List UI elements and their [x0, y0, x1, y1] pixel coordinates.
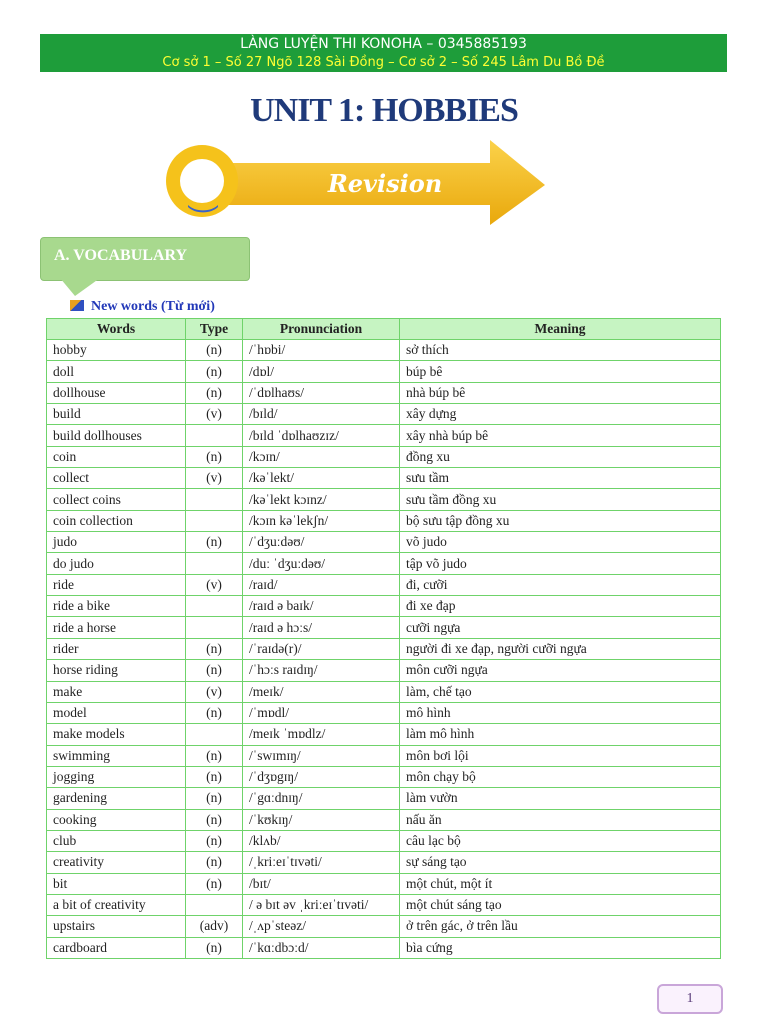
cell-word: jogging: [47, 766, 186, 787]
cell-word: cooking: [47, 809, 186, 830]
page-number: 1: [657, 984, 723, 1014]
cell-pronunciation: /kəˈlekt kɔɪnz/: [243, 489, 400, 510]
table-row: [47, 894, 721, 915]
cell-meaning: cưỡi ngựa: [400, 617, 721, 638]
cell-word: coin collection: [47, 510, 186, 531]
table-row: [47, 873, 721, 894]
cell-word: upstairs: [47, 916, 186, 937]
cell-pronunciation: /ˈhɔːs raɪdɪŋ/: [243, 660, 400, 681]
cell-type: (n): [186, 873, 243, 894]
cell-type: (n): [186, 638, 243, 659]
table-row: [47, 809, 721, 830]
cell-type: (n): [186, 660, 243, 681]
table-row: [47, 852, 721, 873]
cell-pronunciation: /kɔɪn/: [243, 446, 400, 467]
cell-type: (n): [186, 340, 243, 361]
cell-meaning: làm vườn: [400, 788, 721, 809]
cell-meaning: tập võ judo: [400, 553, 721, 574]
cell-type: (n): [186, 702, 243, 723]
cell-pronunciation: /meɪk ˈmɒdlz/: [243, 724, 400, 745]
cell-word: horse riding: [47, 660, 186, 681]
header-line-1: LÀNG LUYỆN THI KONOHA – 0345885193: [240, 36, 527, 52]
table-row: [47, 489, 721, 510]
cell-meaning: búp bê: [400, 361, 721, 382]
cell-type: (n): [186, 745, 243, 766]
cell-pronunciation: /ˈdʒuːdəʊ/: [243, 532, 400, 553]
table-row: [47, 937, 721, 958]
cell-meaning: đi xe đạp: [400, 596, 721, 617]
cell-meaning: sưu tầm đồng xu: [400, 489, 721, 510]
cell-pronunciation: /dɒl/: [243, 361, 400, 382]
table-row: [47, 596, 721, 617]
cell-word: model: [47, 702, 186, 723]
cell-type: [186, 489, 243, 510]
cell-meaning: một chút sáng tạo: [400, 894, 721, 915]
cell-word: doll: [47, 361, 186, 382]
cell-type: [186, 617, 243, 638]
revision-arrow-graphic: [160, 135, 550, 230]
cell-type: [186, 724, 243, 745]
cell-meaning: câu lạc bộ: [400, 830, 721, 851]
table-row: [47, 617, 721, 638]
header-meaning: Meaning: [400, 319, 721, 340]
cell-type: (v): [186, 574, 243, 595]
cell-meaning: bìa cứng: [400, 937, 721, 958]
bullet-icon: [70, 300, 84, 311]
cell-pronunciation: /bɪld ˈdɒlhaʊzɪz/: [243, 425, 400, 446]
cell-meaning: làm mô hình: [400, 724, 721, 745]
table-row: [47, 916, 721, 937]
cell-meaning: nhà búp bê: [400, 382, 721, 403]
table-row: [47, 660, 721, 681]
cell-type: (n): [186, 809, 243, 830]
cell-pronunciation: /meɪk/: [243, 681, 400, 702]
section-heading: A. VOCABULARY: [54, 247, 188, 264]
cell-pronunciation: /kəˈlekt/: [243, 468, 400, 489]
table-row: [47, 724, 721, 745]
header-banner: [40, 34, 727, 72]
cell-word: ride a bike: [47, 596, 186, 617]
cell-word: cardboard: [47, 937, 186, 958]
page-title: UNIT 1: HOBBIES: [250, 92, 518, 129]
cell-pronunciation: /kɔɪn kəˈlekʃn/: [243, 510, 400, 531]
cell-type: (v): [186, 404, 243, 425]
cell-meaning: người đi xe đạp, người cưỡi ngựa: [400, 638, 721, 659]
cell-type: (adv): [186, 916, 243, 937]
cell-meaning: xây nhà búp bê: [400, 425, 721, 446]
table-row: [47, 425, 721, 446]
cell-type: [186, 596, 243, 617]
cell-type: (v): [186, 681, 243, 702]
cell-type: [186, 553, 243, 574]
cell-pronunciation: /ˈgɑːdnɪŋ/: [243, 788, 400, 809]
cell-meaning: bộ sưu tập đồng xu: [400, 510, 721, 531]
cell-pronunciation: / ə bɪt əv ˌkriːeɪˈtɪvəti/: [243, 894, 400, 915]
cell-word: coin: [47, 446, 186, 467]
cell-type: (n): [186, 852, 243, 873]
cell-word: do judo: [47, 553, 186, 574]
table-row: [47, 766, 721, 787]
cell-type: (n): [186, 532, 243, 553]
cell-pronunciation: /ˈswɪmɪŋ/: [243, 745, 400, 766]
cell-pronunciation: /ˈraɪdə(r)/: [243, 638, 400, 659]
cell-meaning: nấu ăn: [400, 809, 721, 830]
cell-meaning: môn cưỡi ngựa: [400, 660, 721, 681]
cell-type: (n): [186, 361, 243, 382]
cell-pronunciation: /klʌb/: [243, 830, 400, 851]
table-header-row: [47, 319, 721, 340]
cell-meaning: môn chạy bộ: [400, 766, 721, 787]
table-row: [47, 574, 721, 595]
cell-meaning: đi, cưỡi: [400, 574, 721, 595]
cell-type: (n): [186, 382, 243, 403]
cell-word: creativity: [47, 852, 186, 873]
cell-meaning: sở thích: [400, 340, 721, 361]
cell-meaning: xây dựng: [400, 404, 721, 425]
cell-type: [186, 894, 243, 915]
new-words-subheading: [70, 299, 215, 315]
table-row: [47, 532, 721, 553]
cell-word: dollhouse: [47, 382, 186, 403]
cell-type: (n): [186, 937, 243, 958]
header-line-2: Cơ sở 1 – Số 27 Ngõ 128 Sài Đồng – Cơ sở 2 – Số 245 Lâm Du Bồ Đề: [162, 55, 605, 70]
table-row: [47, 553, 721, 574]
header-pronunciation: Pronunciation: [243, 319, 400, 340]
cell-meaning: mô hình: [400, 702, 721, 723]
cell-type: (n): [186, 788, 243, 809]
cell-word: bit: [47, 873, 186, 894]
cell-word: build dollhouses: [47, 425, 186, 446]
cell-pronunciation: /bɪt/: [243, 873, 400, 894]
callout-tail: [60, 278, 100, 296]
table-row: [47, 382, 721, 403]
cell-pronunciation: /raɪd ə hɔːs/: [243, 617, 400, 638]
cell-type: [186, 510, 243, 531]
cell-type: (n): [186, 766, 243, 787]
cell-word: make models: [47, 724, 186, 745]
table-row: [47, 788, 721, 809]
cell-pronunciation: /ˈmɒdl/: [243, 702, 400, 723]
cell-meaning: sự sáng tạo: [400, 852, 721, 873]
header-type: Type: [186, 319, 243, 340]
cell-word: make: [47, 681, 186, 702]
cell-word: build: [47, 404, 186, 425]
table-row: [47, 638, 721, 659]
cell-pronunciation: /ˈhɒbi/: [243, 340, 400, 361]
cell-type: (n): [186, 830, 243, 851]
cell-pronunciation: /raɪd/: [243, 574, 400, 595]
cell-pronunciation: /ˈdɒlhaʊs/: [243, 382, 400, 403]
cell-type: [186, 425, 243, 446]
cell-pronunciation: /ˌʌpˈsteəz/: [243, 916, 400, 937]
cell-word: collect coins: [47, 489, 186, 510]
table-row: [47, 361, 721, 382]
table-row: [47, 404, 721, 425]
table-body: [47, 340, 721, 959]
cell-pronunciation: /duː ˈdʒuːdəʊ/: [243, 553, 400, 574]
new-words-label: New words (Từ mới): [91, 299, 215, 314]
table-row: [47, 468, 721, 489]
table-row: [47, 446, 721, 467]
cell-type: (n): [186, 446, 243, 467]
revision-label: Revision: [327, 169, 443, 198]
cell-meaning: đồng xu: [400, 446, 721, 467]
cell-word: ride a horse: [47, 617, 186, 638]
table-row: [47, 702, 721, 723]
cell-word: gardening: [47, 788, 186, 809]
cell-word: swimming: [47, 745, 186, 766]
cell-meaning: sưu tầm: [400, 468, 721, 489]
cell-pronunciation: /raɪd ə baɪk/: [243, 596, 400, 617]
table-row: [47, 681, 721, 702]
header-words: Words: [47, 319, 186, 340]
cell-meaning: làm, chế tạo: [400, 681, 721, 702]
cell-meaning: võ judo: [400, 532, 721, 553]
cell-pronunciation: /ˈdʒɒgɪŋ/: [243, 766, 400, 787]
cell-meaning: một chút, một ít: [400, 873, 721, 894]
cell-pronunciation: /ˈkɑːdbɔːd/: [243, 937, 400, 958]
table-row: [47, 745, 721, 766]
table-row: [47, 340, 721, 361]
ring-inner: [180, 159, 224, 203]
cell-word: rider: [47, 638, 186, 659]
cell-pronunciation: /ˌkriːeɪˈtɪvəti/: [243, 852, 400, 873]
cell-meaning: môn bơi lội: [400, 745, 721, 766]
cell-meaning: ở trên gác, ở trên lầu: [400, 916, 721, 937]
cell-word: a bit of creativity: [47, 894, 186, 915]
cell-word: club: [47, 830, 186, 851]
cell-type: (v): [186, 468, 243, 489]
cell-word: collect: [47, 468, 186, 489]
cell-pronunciation: /bɪld/: [243, 404, 400, 425]
table-row: [47, 510, 721, 531]
cell-word: hobby: [47, 340, 186, 361]
cell-pronunciation: /ˈkʊkɪŋ/: [243, 809, 400, 830]
cell-word: ride: [47, 574, 186, 595]
cell-word: judo: [47, 532, 186, 553]
vocabulary-table: [46, 318, 721, 959]
section-heading-box: [40, 237, 250, 281]
table-row: [47, 830, 721, 851]
